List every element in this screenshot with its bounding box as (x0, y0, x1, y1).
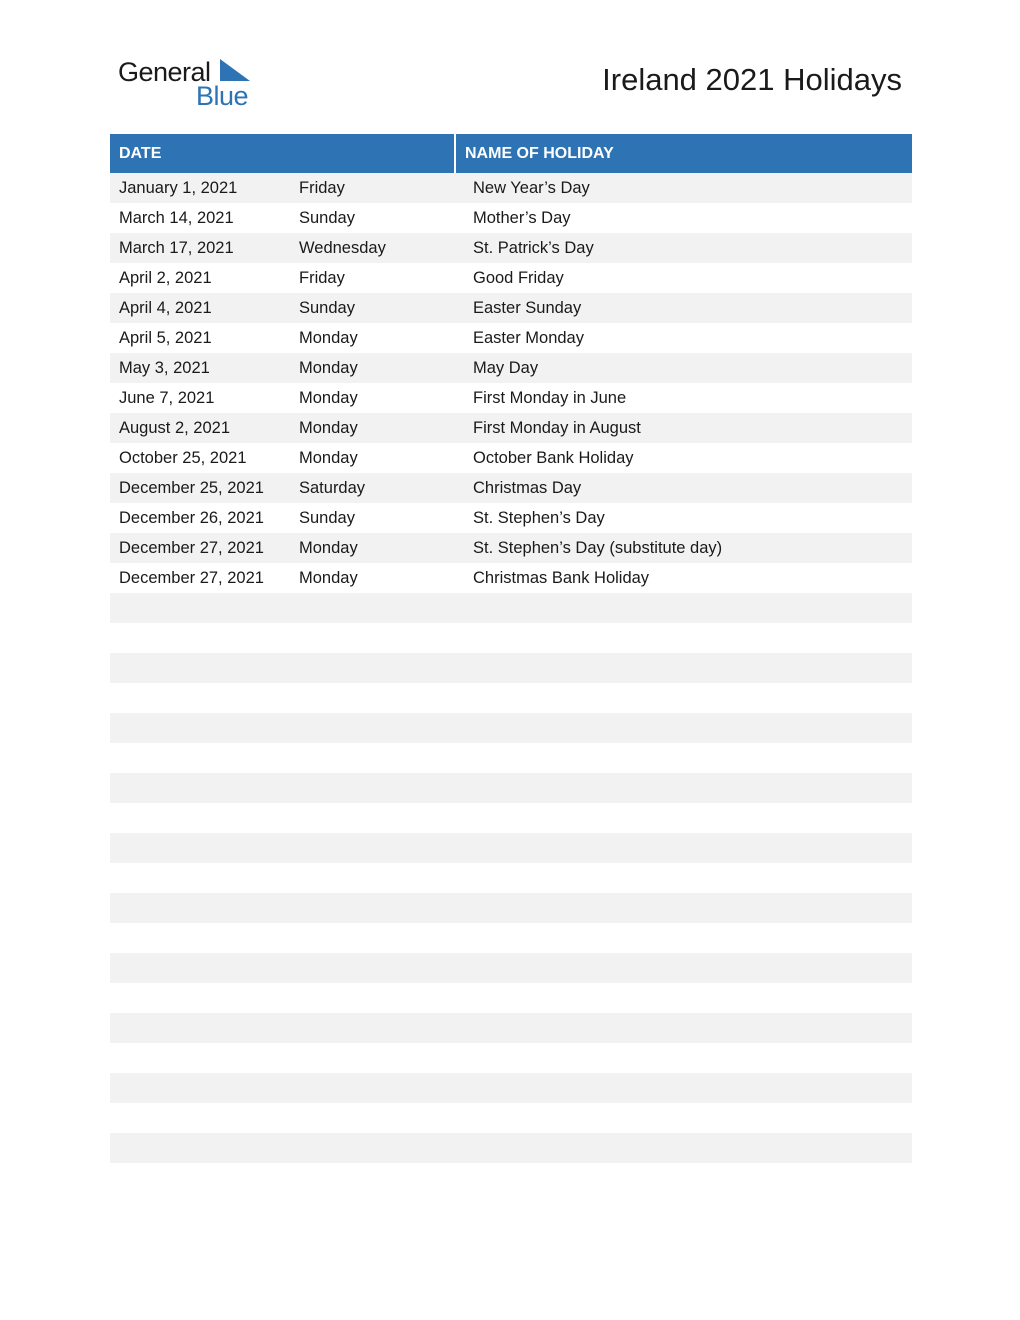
holiday-name-cell: October Bank Holiday (473, 449, 634, 467)
weekday-cell (299, 653, 464, 683)
table-row (110, 593, 912, 623)
weekday-cell (299, 1073, 464, 1103)
holiday-name-cell (464, 1133, 912, 1163)
date-cell (110, 953, 299, 983)
weekday-cell (299, 893, 464, 923)
holiday-name-cell (464, 833, 912, 863)
weekday-cell (299, 833, 464, 863)
date-cell (110, 1163, 299, 1193)
holiday-name-cell (464, 773, 912, 803)
date-cell (110, 863, 299, 893)
weekday-cell (299, 743, 464, 773)
holiday-name-cell: Easter Sunday (473, 299, 582, 317)
holiday-name-cell: St. Patrick’s Day (473, 239, 594, 257)
date-cell: June 7, 2021 (119, 389, 215, 407)
date-cell: December 26, 2021 (119, 509, 264, 527)
holiday-name-cell (464, 683, 912, 713)
weekday-cell: Friday (299, 269, 345, 287)
column-header-date: DATE (110, 134, 456, 173)
date-cell (110, 1073, 299, 1103)
date-cell: December 25, 2021 (119, 479, 264, 497)
logo-text-blue: Blue (196, 81, 249, 111)
table-row (110, 743, 912, 773)
table-row (110, 293, 912, 323)
weekday-cell: Monday (299, 539, 358, 557)
holiday-name-cell (464, 983, 912, 1013)
weekday-cell (299, 1013, 464, 1043)
weekday-cell (299, 1103, 464, 1133)
holiday-name-cell: St. Stephen’s Day (473, 509, 605, 527)
generalblue-logo (118, 56, 258, 112)
holiday-name-cell (464, 953, 912, 983)
holiday-name-cell (464, 713, 912, 743)
date-cell (110, 833, 299, 863)
weekday-cell (299, 923, 464, 953)
table-row (110, 893, 912, 923)
holiday-name-cell (464, 1103, 912, 1133)
holiday-name-cell: St. Stephen’s Day (substitute day) (473, 539, 723, 557)
weekday-cell: Monday (299, 419, 358, 437)
date-cell (110, 1043, 299, 1073)
holiday-name-cell: Christmas Bank Holiday (473, 569, 650, 587)
weekday-cell: Friday (299, 179, 345, 197)
date-cell (110, 803, 299, 833)
weekday-cell: Wednesday (299, 239, 386, 257)
table-row (110, 683, 912, 713)
table-row (110, 1133, 912, 1163)
weekday-cell (299, 803, 464, 833)
holiday-name-cell (464, 803, 912, 833)
date-cell (110, 623, 299, 653)
weekday-cell: Monday (299, 389, 358, 407)
date-cell: May 3, 2021 (119, 359, 210, 377)
date-cell (110, 773, 299, 803)
holiday-name-cell (464, 593, 912, 623)
holiday-name-cell: Good Friday (473, 269, 564, 287)
weekday-cell (299, 623, 464, 653)
date-cell (110, 743, 299, 773)
holiday-name-cell: May Day (473, 359, 539, 377)
weekday-cell: Monday (299, 329, 358, 347)
table-row (110, 953, 912, 983)
table-row (110, 563, 912, 593)
table-row (110, 173, 912, 203)
table-row (110, 413, 912, 443)
table-row (110, 653, 912, 683)
date-cell: January 1, 2021 (119, 179, 238, 197)
table-row (110, 533, 912, 563)
date-cell (110, 653, 299, 683)
date-cell (110, 1103, 299, 1133)
table-row (110, 323, 912, 353)
table-body (110, 173, 912, 1193)
table-row (110, 1073, 912, 1103)
date-cell: April 4, 2021 (119, 299, 212, 317)
table-row (110, 983, 912, 1013)
date-cell: December 27, 2021 (119, 539, 264, 557)
holiday-name-cell: First Monday in August (473, 419, 641, 437)
weekday-cell (299, 713, 464, 743)
table-row (110, 1013, 912, 1043)
date-cell (110, 713, 299, 743)
holiday-name-cell (464, 923, 912, 953)
holiday-name-cell (464, 863, 912, 893)
holiday-name-cell (464, 743, 912, 773)
date-cell (110, 1013, 299, 1043)
weekday-cell (299, 1133, 464, 1163)
logo-text-general: General (118, 57, 211, 87)
date-cell (110, 923, 299, 953)
weekday-cell: Sunday (299, 299, 355, 317)
date-cell (110, 1133, 299, 1163)
table-row (110, 923, 912, 953)
page-title: Ireland 2021 Holidays (602, 62, 902, 97)
weekday-cell: Sunday (299, 209, 355, 227)
holiday-name-cell: First Monday in June (473, 389, 627, 407)
column-header-holiday: NAME OF HOLIDAY (465, 145, 614, 162)
holiday-name-cell: Mother’s Day (473, 209, 571, 227)
date-cell: March 17, 2021 (119, 239, 234, 257)
holiday-name-cell (464, 1073, 912, 1103)
date-cell (110, 593, 299, 623)
holiday-name-cell (464, 653, 912, 683)
table-row (110, 473, 912, 503)
holiday-name-cell (464, 1043, 912, 1073)
table-row (110, 623, 912, 653)
weekday-cell (299, 953, 464, 983)
weekday-cell (299, 593, 464, 623)
date-cell (110, 893, 299, 923)
date-cell: December 27, 2021 (119, 569, 264, 587)
holiday-name-cell (464, 1013, 912, 1043)
table-row (110, 1103, 912, 1133)
weekday-cell: Saturday (299, 479, 366, 497)
table-row (110, 713, 912, 743)
table-row (110, 233, 912, 263)
weekday-cell (299, 983, 464, 1013)
holiday-table (110, 134, 912, 1193)
table-row (110, 803, 912, 833)
table-row (110, 353, 912, 383)
date-cell (110, 983, 299, 1013)
weekday-cell: Monday (299, 569, 358, 587)
table-row (110, 383, 912, 413)
table-row (110, 1163, 912, 1193)
date-cell: April 2, 2021 (119, 269, 212, 287)
weekday-cell: Sunday (299, 509, 355, 527)
date-cell: April 5, 2021 (119, 329, 212, 347)
weekday-cell: Monday (299, 449, 358, 467)
holiday-name-cell: New Year’s Day (473, 179, 590, 197)
table-row (110, 773, 912, 803)
date-cell: March 14, 2021 (119, 209, 234, 227)
weekday-cell (299, 773, 464, 803)
holiday-name-cell: Easter Monday (473, 329, 584, 347)
holiday-name-cell (464, 893, 912, 923)
table-row (110, 263, 912, 293)
holiday-name-cell (464, 623, 912, 653)
table-row (110, 503, 912, 533)
weekday-cell (299, 683, 464, 713)
table-row (110, 443, 912, 473)
holiday-name-cell (464, 1163, 912, 1193)
date-cell: August 2, 2021 (119, 419, 231, 437)
table-header (110, 134, 912, 173)
date-cell: October 25, 2021 (119, 449, 247, 467)
weekday-cell (299, 1043, 464, 1073)
table-row (110, 833, 912, 863)
weekday-cell (299, 1163, 464, 1193)
weekday-cell: Monday (299, 359, 358, 377)
table-row (110, 203, 912, 233)
weekday-cell (299, 863, 464, 893)
holiday-name-cell: Christmas Day (473, 479, 582, 497)
table-row (110, 863, 912, 893)
date-cell (110, 683, 299, 713)
table-row (110, 1043, 912, 1073)
